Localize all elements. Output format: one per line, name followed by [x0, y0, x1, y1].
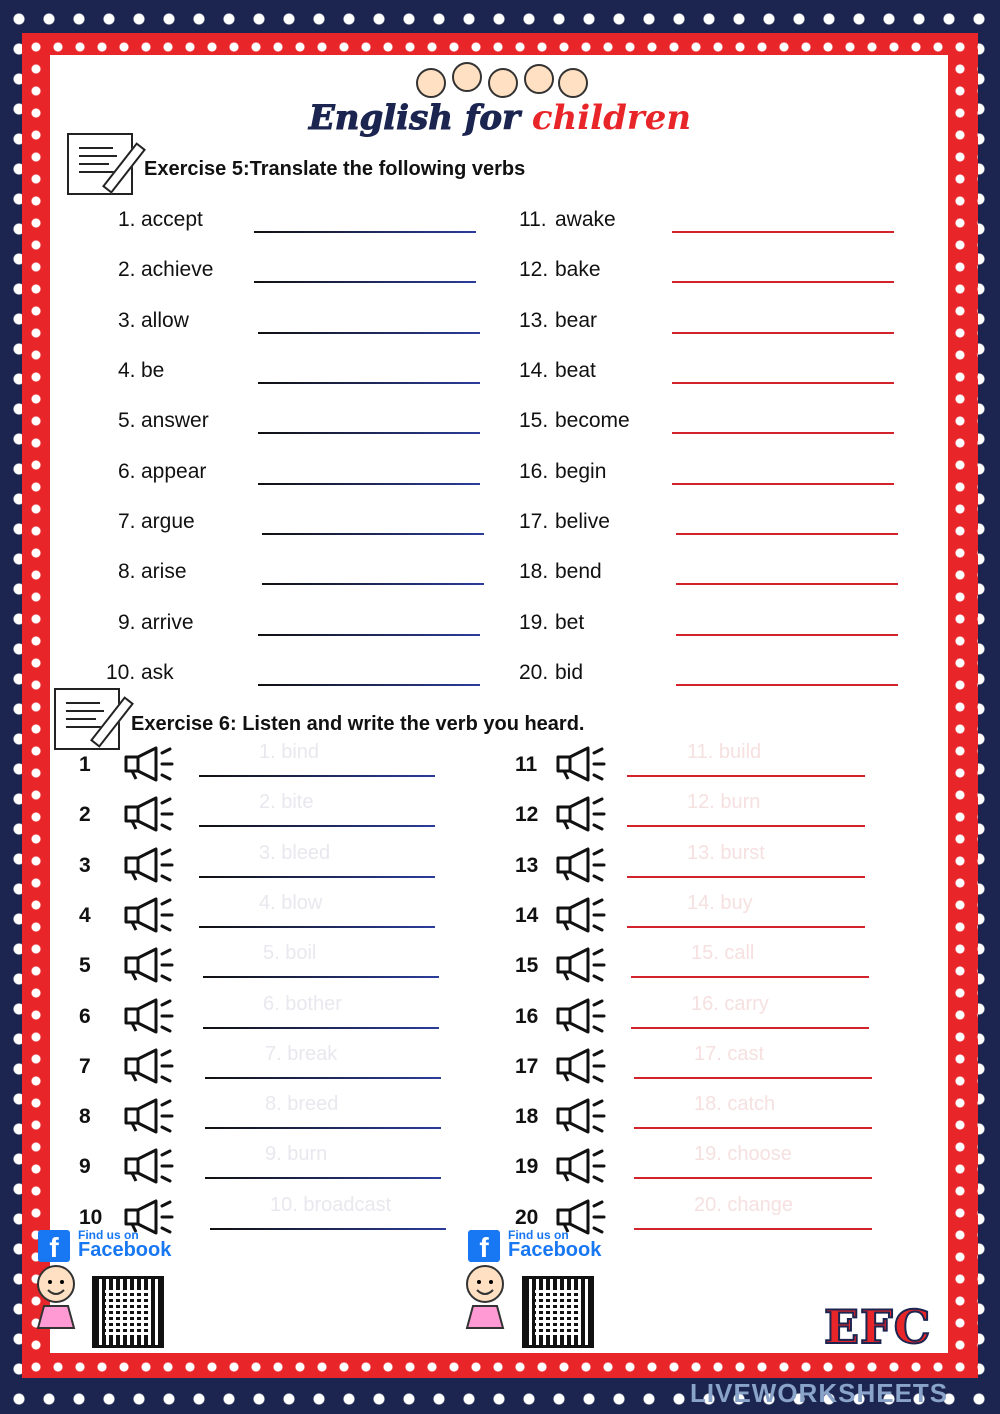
megaphone-icon[interactable] — [554, 997, 608, 1035]
exercise5-number: 16. — [519, 460, 549, 483]
answer-line[interactable] — [676, 684, 898, 686]
answer-line[interactable] — [258, 382, 480, 384]
answer-line[interactable] — [262, 583, 484, 585]
exercise5-number: 2. — [118, 258, 136, 281]
exercise6-number: 6 — [79, 1005, 91, 1028]
girl-illustration — [26, 1262, 86, 1342]
exercise5-title: Exercise 5:Translate the following verbs — [144, 158, 526, 180]
exercise5-number: 1. — [118, 208, 136, 231]
exercise5-verb: arise — [141, 560, 187, 583]
exercise6-number: 3 — [79, 854, 91, 877]
exercise5-number: 18. — [519, 560, 549, 583]
answer-line[interactable] — [672, 432, 894, 434]
answer-line[interactable] — [199, 775, 435, 777]
efc-logo: EFC — [824, 1300, 932, 1354]
page-title: English for children — [308, 98, 692, 138]
exercise6-number: 17 — [515, 1055, 539, 1078]
answer-line[interactable] — [254, 281, 476, 283]
megaphone-icon[interactable] — [554, 795, 608, 833]
answer-line[interactable] — [634, 1177, 872, 1179]
megaphone-icon[interactable] — [122, 1047, 176, 1085]
exercise6-number: 9 — [79, 1155, 91, 1178]
exercise5-verb: bake — [555, 258, 601, 281]
qr-code — [92, 1276, 164, 1348]
exercise5-number: 19. — [519, 611, 549, 634]
answer-line[interactable] — [258, 483, 480, 485]
girl-illustration — [455, 1262, 515, 1342]
answer-line[interactable] — [205, 1077, 441, 1079]
facebook-badge[interactable]: f Find us on Facebook — [38, 1228, 178, 1268]
hidden-answer: 1. bind — [259, 741, 320, 763]
answer-line[interactable] — [254, 231, 476, 233]
hidden-answer: 11. build — [687, 741, 762, 763]
hidden-answer: 13. burst — [687, 842, 765, 864]
hidden-answer: 10. broadcast — [270, 1194, 392, 1216]
megaphone-icon[interactable] — [554, 946, 608, 984]
hidden-answer: 12. burn — [687, 791, 761, 813]
exercise6-number: 14 — [515, 904, 539, 927]
hidden-answer: 7. break — [265, 1043, 338, 1065]
exercise5-number: 13. — [519, 309, 549, 332]
exercise5-verb: bear — [555, 309, 598, 332]
facebook-icon: f — [468, 1230, 500, 1262]
answer-line[interactable] — [676, 583, 898, 585]
exercise5-verb: accept — [141, 208, 203, 231]
megaphone-icon[interactable] — [554, 1047, 608, 1085]
megaphone-icon[interactable] — [554, 1097, 608, 1135]
megaphone-icon[interactable] — [122, 1097, 176, 1135]
hidden-answer: 19. choose — [694, 1143, 792, 1165]
exercise5-number: 6. — [118, 460, 136, 483]
hidden-answer: 14. buy — [687, 892, 753, 914]
answer-line[interactable] — [205, 1177, 441, 1179]
megaphone-icon[interactable] — [554, 896, 608, 934]
answer-line[interactable] — [258, 432, 480, 434]
exercise5-number: 20. — [519, 661, 549, 684]
exercise5-number: 10. — [106, 661, 136, 684]
facebook-badge[interactable]: f Find us on Facebook — [468, 1228, 608, 1268]
answer-line[interactable] — [672, 332, 894, 334]
exercise5-verb: belive — [555, 510, 610, 533]
answer-line[interactable] — [634, 1127, 872, 1129]
exercise5-verb: appear — [141, 460, 207, 483]
megaphone-icon[interactable] — [122, 795, 176, 833]
answer-line[interactable] — [258, 634, 480, 636]
hidden-answer: 17. cast — [694, 1043, 765, 1065]
exercise6-number: 8 — [79, 1105, 91, 1128]
exercise5-verb: bid — [555, 661, 584, 684]
exercise5-number: 8. — [118, 560, 136, 583]
exercise6-number: 19 — [515, 1155, 539, 1178]
facebook-icon: f — [38, 1230, 70, 1262]
exercise6-number: 5 — [79, 954, 91, 977]
hidden-answer: 20. change — [694, 1194, 793, 1216]
answer-line[interactable] — [627, 825, 865, 827]
megaphone-icon[interactable] — [554, 745, 608, 783]
exercise5-number: 3. — [118, 309, 136, 332]
answer-line[interactable] — [258, 332, 480, 334]
megaphone-icon[interactable] — [554, 1147, 608, 1185]
answer-line[interactable] — [672, 281, 894, 283]
worksheet-paper — [50, 55, 948, 1353]
answer-line[interactable] — [676, 634, 898, 636]
exercise5-verb: achieve — [141, 258, 214, 281]
exercise6-number: 1 — [79, 753, 91, 776]
exercise5-verb: beat — [555, 359, 596, 382]
answer-line[interactable] — [203, 1027, 439, 1029]
exercise5-number: 12. — [519, 258, 549, 281]
answer-line[interactable] — [627, 926, 865, 928]
exercise6-title: Exercise 6: Listen and write the verb you heard. — [131, 713, 585, 735]
exercise5-number: 11. — [519, 208, 547, 231]
exercise6-number: 18 — [515, 1105, 539, 1128]
answer-line[interactable] — [672, 231, 894, 233]
exercise5-verb: bet — [555, 611, 585, 634]
megaphone-icon[interactable] — [122, 946, 176, 984]
answer-line[interactable] — [627, 876, 865, 878]
answer-line[interactable] — [210, 1228, 446, 1230]
answer-line[interactable] — [262, 533, 484, 535]
megaphone-icon[interactable] — [122, 896, 176, 934]
qr-code — [522, 1276, 594, 1348]
exercise6-number: 7 — [79, 1055, 91, 1078]
megaphone-icon[interactable] — [122, 846, 176, 884]
exercise5-verb: begin — [555, 460, 607, 483]
exercise5-verb: bend — [555, 560, 602, 583]
exercise5-number: 7. — [118, 510, 136, 533]
answer-line[interactable] — [672, 382, 894, 384]
exercise6-number: 2 — [79, 803, 91, 826]
exercise5-verb: be — [141, 359, 165, 382]
hidden-answer: 8. breed — [265, 1093, 339, 1115]
megaphone-icon[interactable] — [554, 846, 608, 884]
answer-line[interactable] — [203, 976, 439, 978]
answer-line[interactable] — [199, 926, 435, 928]
exercise5-verb: awake — [555, 208, 616, 231]
answer-line[interactable] — [258, 684, 480, 686]
answer-line[interactable] — [627, 775, 865, 777]
hidden-answer: 18. catch — [694, 1093, 776, 1115]
hidden-answer: 3. bleed — [259, 842, 331, 864]
exercise5-verb: become — [555, 409, 630, 432]
exercise5-number: 9. — [118, 611, 136, 634]
exercise6-number: 13 — [515, 854, 539, 877]
answer-line[interactable] — [634, 1077, 872, 1079]
exercise5-verb: answer — [141, 409, 209, 432]
hidden-answer: 16. carry — [691, 993, 769, 1015]
answer-line[interactable] — [631, 976, 869, 978]
answer-line[interactable] — [205, 1127, 441, 1129]
answer-line[interactable] — [672, 483, 894, 485]
exercise5-verb: argue — [141, 510, 195, 533]
answer-line[interactable] — [631, 1027, 869, 1029]
answer-line[interactable] — [199, 876, 435, 878]
hidden-answer: 6. bother — [263, 993, 342, 1015]
exercise5-number: 17. — [519, 510, 549, 533]
hidden-answer: 15. call — [691, 942, 755, 964]
exercise5-verb: allow — [141, 309, 189, 332]
hidden-answer: 2. bite — [259, 791, 314, 813]
megaphone-icon[interactable] — [122, 745, 176, 783]
exercise5-number: 4. — [118, 359, 136, 382]
hidden-answer: 9. burn — [265, 1143, 328, 1165]
hidden-answer: 5. boil — [263, 942, 317, 964]
exercise6-number: 20 — [515, 1206, 539, 1229]
exercise5-verb: ask — [141, 661, 174, 684]
exercise6-number: 11 — [515, 753, 538, 776]
exercise5-number: 5. — [118, 409, 136, 432]
exercise6-number: 10 — [79, 1206, 103, 1229]
liveworksheets-watermark: LIVEWORKSHEETS — [690, 1378, 949, 1408]
answer-line[interactable] — [199, 825, 435, 827]
answer-line[interactable] — [634, 1228, 872, 1230]
megaphone-icon[interactable] — [122, 997, 176, 1035]
exercise6-number: 12 — [515, 803, 539, 826]
exercise6-number: 4 — [79, 904, 91, 927]
exercise5-verb: arrive — [141, 611, 194, 634]
exercise6-number: 15 — [515, 954, 539, 977]
answer-line[interactable] — [676, 533, 898, 535]
exercise5-number: 15. — [519, 409, 549, 432]
exercise6-number: 16 — [515, 1005, 539, 1028]
exercise5-number: 14. — [519, 359, 549, 382]
hidden-answer: 4. blow — [259, 892, 323, 914]
megaphone-icon[interactable] — [122, 1147, 176, 1185]
